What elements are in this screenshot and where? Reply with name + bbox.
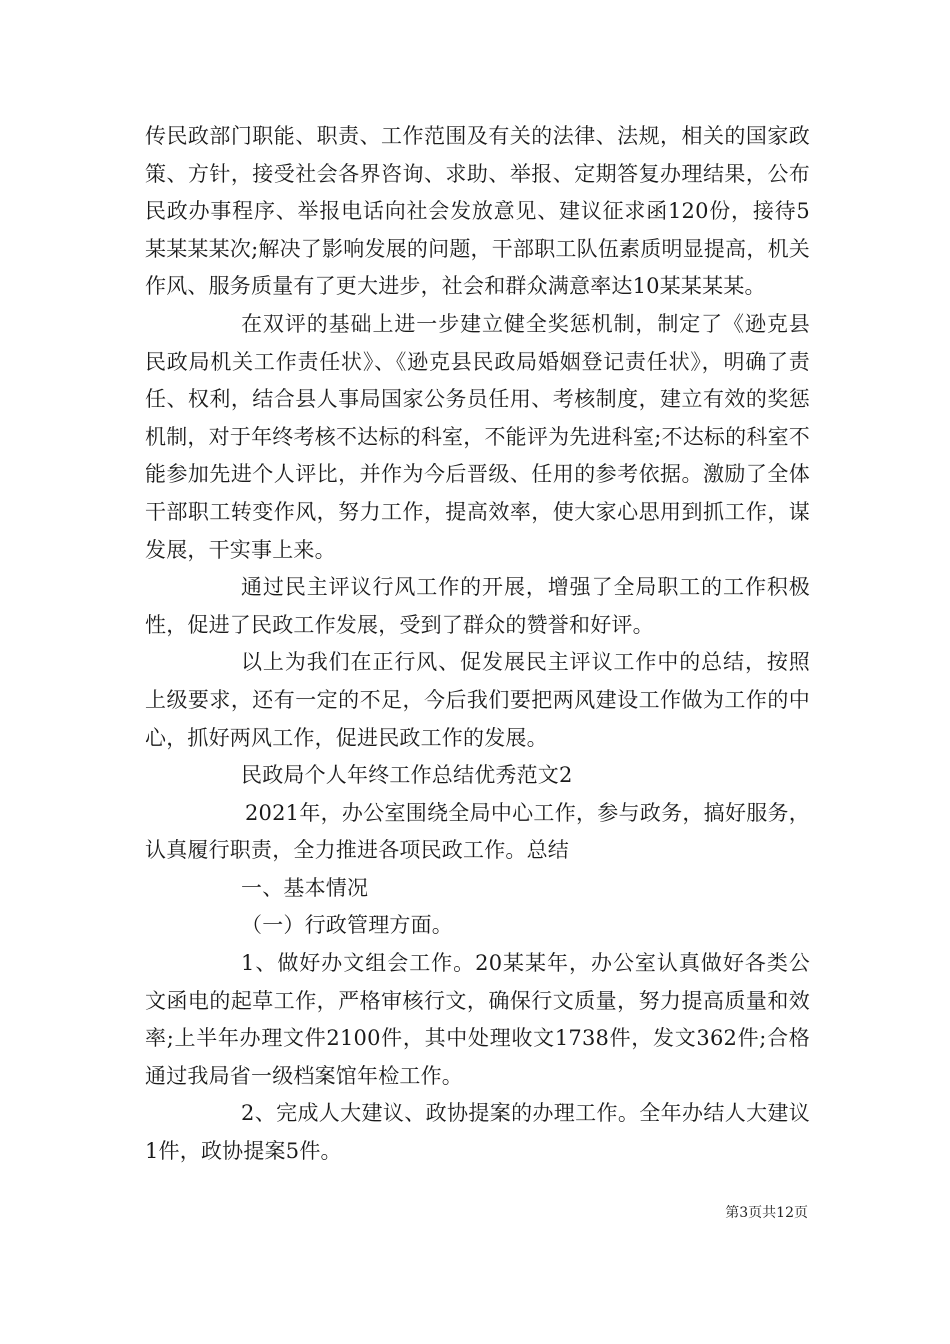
paragraph-reward-mechanism: 在双评的基础上进一步建立健全奖惩机制，制定了《逊克县民政局机关工作责任状》、《逊克县民政局婚姻登记责任状》，明确了责任、权利，结合县人事局国家公务员任用、考核制度，建立有效的奖惩机制，对于年终考核不达标的科室，不能评为先进科室;不达标的科室不能参加先进个人评比，并作为今后晋级、任用的参考依据。激励了全体干部职工转变作风，努力工作，提高效率，使大家心思用到抓工作，谋发展，干实事上来。 (145, 311, 810, 562)
paragraph-intro-2021: 2021年，办公室围绕全局中心工作，参与政务，搞好服务，认真履行职责，全力推进各项民政工作。总结 (145, 800, 810, 863)
paragraph-summary-conclusion: 以上为我们在正行风、促发展民主评议工作中的总结，按照上级要求，还有一定的不足，今后我们要把两风建设工作做为工作的中心，抓好两风工作，促进民政工作的发展。 (145, 650, 810, 750)
page-number-footer: 第3页共12页 (725, 1205, 808, 1221)
paragraph-proposals: 2、完成人大建议、政协提案的办理工作。全年办结人大建议1件，政协提案5件。 (145, 1101, 810, 1164)
paragraph-document-work: 1、做好办文组会工作。20某某年，办公室认真做好各类公文函电的起草工作，严格审核行文，确保行文质量，努力提高质量和效率;上半年办理文件2100件，其中处理收文1738件，发文362件;合格通过我局省一级档案馆年检工作。 (145, 951, 810, 1088)
section-title: 民政局个人年终工作总结优秀范文2 (241, 763, 573, 788)
subheading-administration: （一）行政管理方面。 (241, 913, 453, 938)
paragraph-democratic-review: 通过民主评议行风工作的开展，增强了全局职工的工作积极性，促进了民政工作发展，受到了群众的赞誉和好评。 (145, 575, 810, 637)
heading-basic-situation: 一、基本情况 (241, 875, 369, 900)
document-body (145, 118, 810, 1171)
paragraph-continuation: 传民政部门职能、职责、工作范围及有关的法律、法规，相关的国家政策、方针，接受社会各界咨询、求助、举报、定期答复办理结果，公布民政办事程序、举报电话向社会发放意见、建议征求函120份，接待5某某某某次;解决了影响发展的问题，干部职工队伍素质明显提高，机关作风、服务质量有了更大进步，社会和群众满意率达10某某某某。 (145, 124, 810, 299)
